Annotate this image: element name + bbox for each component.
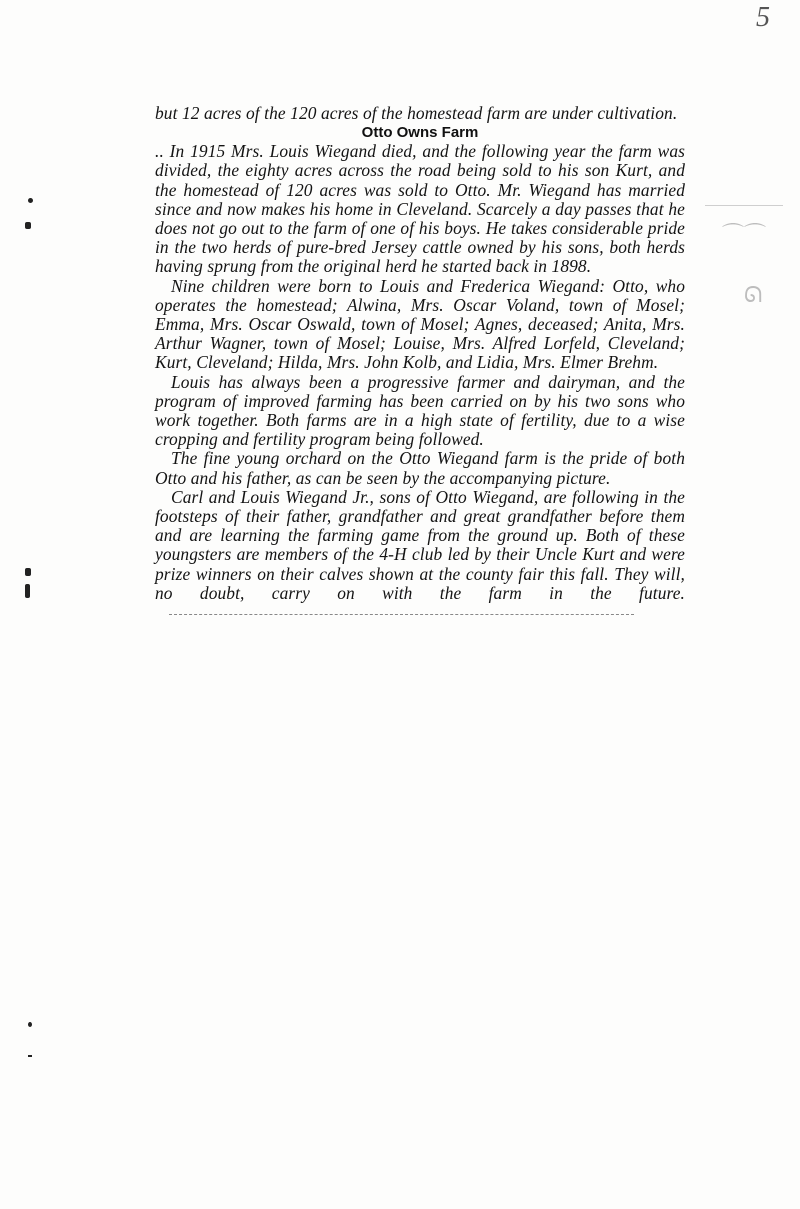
margin-mark	[25, 568, 31, 576]
article-body	[155, 104, 685, 622]
margin-bleed-mark: ᘏ	[744, 282, 763, 307]
margin-mark	[25, 584, 30, 598]
margin-bleed-mark: ⌒⌒	[722, 222, 767, 247]
paragraph: The fine young orchard on the Otto Wiegand farm is the pride of both Otto and his father, as can be seen by the accompanying picture.	[155, 448, 685, 488]
page-number: 5	[756, 2, 770, 33]
margin-mark	[28, 1055, 32, 1057]
paragraph: Nine children were born to Louis and Frederica Wiegand: Otto, who operates the homestead; Alwina, Mrs. Oscar Voland, town of Mosel; Emma, Mrs. Oscar Oswald, town of Mosel; Agnes, deceased; Anita, Mrs. Arthur Wagner, town of Mosel; Louise, Mrs. Alfred Lorfeld, Cleveland; Kurt, Cleveland; Hilda, Mrs. John Kolb, and Lidia, Mrs. Elmer Brehm.	[155, 275, 685, 373]
end-rule	[169, 614, 634, 615]
margin-mark	[28, 198, 33, 203]
intro-paragraph: but 12 acres of the 120 acres of the homestead farm are under cultivation.	[155, 103, 678, 123]
paragraph: Louis has always been a progressive farmer and dairyman, and the program of improved farming has been carried on by his two sons who work together. Both farms are in a high state of fertility, due to a wise cropping and fertility program being followed.	[155, 371, 685, 450]
section-heading: Otto Owns Farm	[361, 124, 479, 142]
last-paragraph-text: Carl and Louis Wiegand Jr., sons of Otto Wiegand, are following in the footsteps of their father, grandfather and great grandfather before them and are learning the farming game from the ground up. Both of these youngsters are members of the 4-H club led by their Uncle Kurt and were prize winners on their calves shown at the county fair this fall. They will, no doubt, carry on with the farm in the future.	[155, 486, 685, 603]
paragraph	[155, 488, 685, 622]
paragraph: .. In 1915 Mrs. Louis Wiegand died, and the following year the farm was divided, the eighty acres across the road being sold to his son Kurt, and the homestead of 120 acres was sold to Otto. Mr. Wiegand has married since and now makes his home in Cleveland. Scarcely a day passes that he does not go out to the farm of one of his boys. He takes considerable pride in the two herds of pure-bred Jersey cattle owned by his sons, both herds having sprung from the original herd he started back in 1898.	[155, 141, 685, 277]
margin-mark	[25, 222, 31, 229]
margin-bleed-line	[705, 205, 783, 206]
margin-mark	[28, 1022, 32, 1027]
